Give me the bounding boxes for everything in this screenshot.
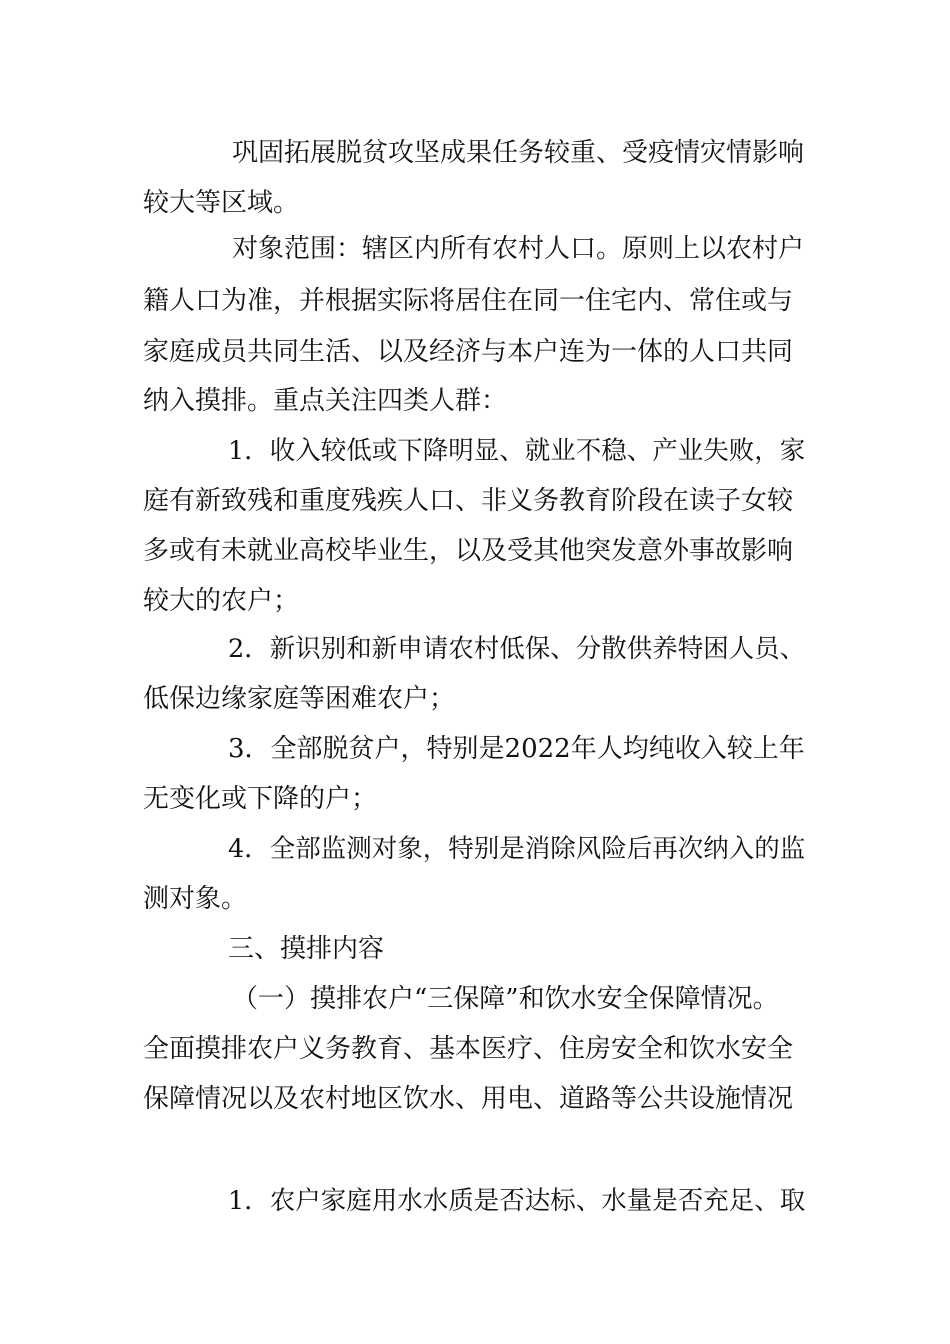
text-line: 庭有新致残和重度残疾人口、非义务教育阶段在读子女较: [143, 486, 794, 516]
text-line: 测对象。: [143, 884, 248, 914]
subsection-heading: （一）摸排农户“三保障”和饮水安全保障情况。: [232, 984, 779, 1014]
text-line: 保障情况以及农村地区饮水、用电、道路等公共设施情况: [143, 1084, 794, 1114]
text-line: 巩固拓展脱贫攻坚成果任务较重、受疫情灾情影响: [232, 138, 805, 168]
text-line: 1．收入较低或下降明显、就业不稳、产业失败，家: [228, 436, 806, 466]
text-line: 无变化或下降的户；: [143, 784, 378, 814]
text-line: 2．新识别和新申请农村低保、分散供养特困人员、: [228, 634, 806, 664]
text-line: 对象范围：辖区内所有农村人口。原则上以农村户: [232, 234, 805, 264]
text-line: 较大等区域。: [143, 188, 300, 218]
section-heading: 三、摸排内容: [228, 934, 385, 964]
text-line: 多或有未就业高校毕业生，以及受其他突发意外事故影响: [143, 536, 794, 566]
text-line: 3．全部脱贫户，特别是2022年人均纯收入较上年: [228, 734, 805, 764]
text-line: 纳入摸排。重点关注四类人群：: [143, 386, 508, 416]
text-line: 籍人口为准，并根据实际将居住在同一住宅内、常住或与: [143, 286, 794, 316]
text-line: 较大的农户；: [143, 586, 300, 616]
text-line: 低保边缘家庭等困难农户；: [143, 684, 456, 714]
text-line: 4．全部监测对象，特别是消除风险后再次纳入的监: [228, 834, 806, 864]
text-line: 家庭成员共同生活、以及经济与本户连为一体的人口共同: [143, 337, 794, 367]
text-line: 全面摸排农户义务教育、基本医疗、住房安全和饮水安全: [143, 1034, 794, 1064]
text-line: 1．农户家庭用水水质是否达标、水量是否充足、取: [228, 1186, 806, 1216]
